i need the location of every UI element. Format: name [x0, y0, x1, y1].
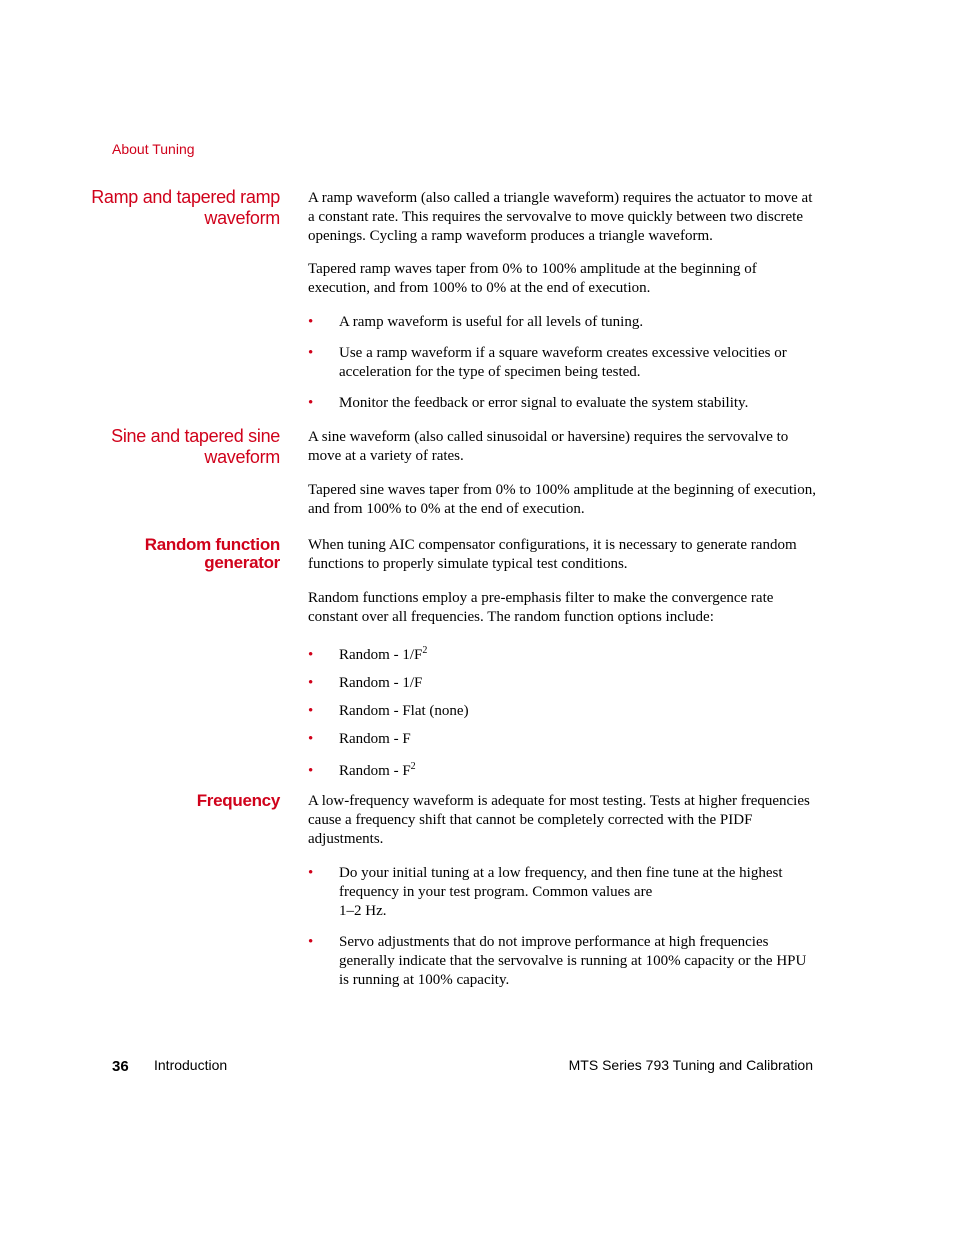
random-bullet-5-text: Random - F [339, 763, 411, 779]
heading-ramp-line1: Ramp and tapered ramp [91, 187, 280, 207]
random-bullet-2 [308, 674, 818, 693]
bullet-icon: • [308, 395, 314, 411]
ramp-bullet-2 [308, 344, 818, 382]
sine-paragraph-2: Tapered sine waves taper from 0% to 100% amplitude at the beginning of execution, and from 100% to 0% at the end of execution. [308, 482, 816, 517]
ramp-bullet-1-text: A ramp waveform is useful for all levels of tuning. [339, 314, 644, 330]
bullet-icon: • [308, 345, 314, 361]
heading-ramp-line2: waveform [204, 208, 280, 228]
random-paragraph-1: When tuning AIC compensator configurations, it is necessary to generate random functions to properly simulate typical test conditions. [308, 537, 797, 572]
heading-sine-line2: waveform [204, 447, 280, 467]
ramp-bullet-1 [308, 313, 818, 332]
ramp-paragraph-2: Tapered ramp waves taper from 0% to 100% amplitude at the beginning of execution, and from 100% to 0% at the end of execution. [308, 261, 757, 296]
heading-random-line2: generator [204, 553, 280, 572]
frequency-paragraph-1: A low-frequency waveform is adequate for most testing. Tests at higher frequencies cause a frequency shift that cannot be completely corrected with the PIDF adjustments. [308, 793, 810, 847]
ramp-paragraph-1: A ramp waveform (also called a triangle waveform) requires the actuator to move at a constant rate. This requires the servovalve to move quickly between two discrete openings. Cycling a ramp waveform produces a triangle waveform. [308, 190, 813, 244]
bullet-icon: • [308, 865, 314, 881]
heading-ramp-waveform [91, 187, 280, 229]
random-bullet-4 [308, 730, 818, 749]
frequency-bullet-2 [308, 933, 818, 990]
ramp-bullet-3-text: Monitor the feedback or error signal to evaluate the system stability. [339, 395, 749, 411]
heading-random-line1: Random function [144, 535, 280, 554]
heading-frequency: Frequency [196, 791, 280, 810]
random-bullet-2-text: Random - 1/F [339, 675, 423, 691]
footer-title: MTS Series 793 Tuning and Calibration [568, 1057, 813, 1073]
superscript: 2 [410, 761, 416, 772]
page-number: 36 [112, 1058, 129, 1075]
frequency-bullet-1 [308, 864, 818, 921]
bullet-icon: • [308, 647, 314, 663]
random-bullet-3-text: Random - Flat (none) [339, 703, 469, 719]
superscript: 2 [422, 645, 428, 656]
bullet-icon: • [308, 314, 314, 330]
footer-section: Introduction [154, 1057, 228, 1073]
bullet-icon: • [308, 703, 314, 719]
running-head: About Tuning [112, 141, 195, 157]
random-bullet-1 [308, 646, 818, 665]
bullet-icon: • [308, 731, 314, 747]
heading-sine-waveform [111, 426, 280, 468]
random-bullet-3 [308, 702, 818, 721]
bullet-icon: • [308, 934, 314, 950]
ramp-bullet-2-text: Use a ramp waveform if a square waveform creates excessive velocities or acceleration for the type of specimen being tested. [339, 345, 787, 380]
heading-sine-line1: Sine and tapered sine [111, 426, 280, 446]
frequency-bullet-1-text-cont: 1–2 Hz. [339, 903, 387, 919]
random-bullet-4-text: Random - F [339, 731, 411, 747]
heading-random-function-generator [145, 536, 280, 572]
random-paragraph-2: Random functions employ a pre-emphasis filter to make the convergence rate constant over all frequencies. The random function options include: [308, 590, 774, 625]
random-bullet-5 [308, 762, 818, 781]
bullet-icon: • [308, 763, 314, 779]
frequency-bullet-1-text: Do your initial tuning at a low frequency, and then fine tune at the highest frequency in your test program. Common values are [339, 865, 783, 900]
random-bullet-1-text: Random - 1/F [339, 647, 423, 663]
ramp-bullet-3 [308, 394, 818, 413]
sine-paragraph-1: A sine waveform (also called sinusoidal or haversine) requires the servovalve to move at a variety of rates. [308, 429, 789, 464]
bullet-icon: • [308, 675, 314, 691]
frequency-bullet-2-text: Servo adjustments that do not improve performance at high frequencies generally indicate that the servovalve is running at 100% capacity or the HPU is running at 100% capacity. [339, 934, 807, 988]
